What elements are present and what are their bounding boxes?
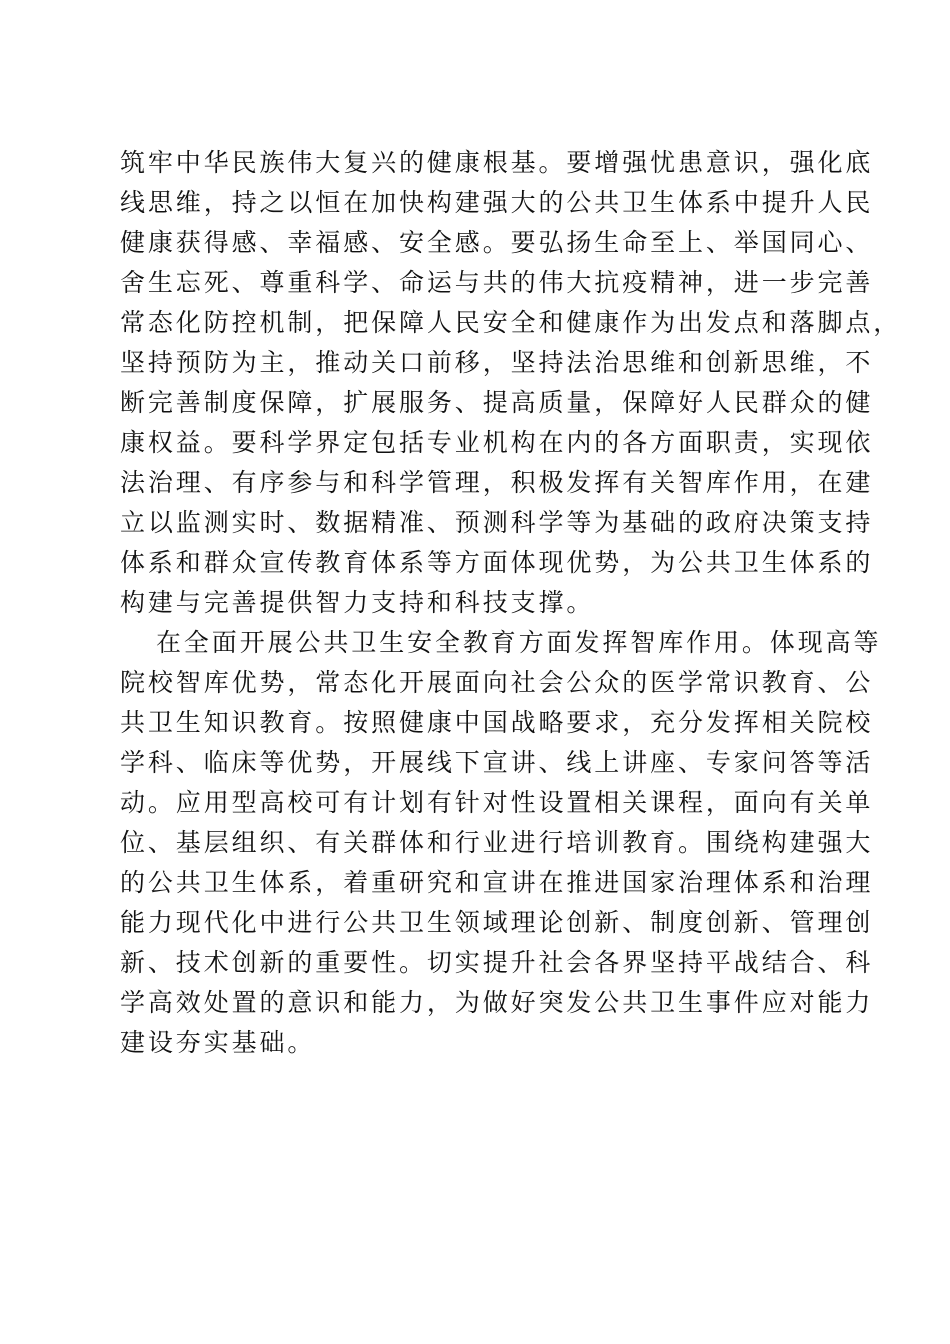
paragraph-line: 院校智库优势，常态化开展面向社会公众的医学常识教育、公 — [120, 668, 874, 697]
paragraph-line: 筑牢中华民族伟大复兴的健康根基。要增强忧患意识，强化底 — [120, 148, 874, 177]
paragraph-line: 体系和群众宣传教育体系等方面体现优势，为公共卫生体系的 — [120, 548, 874, 577]
paragraph-line: 能力现代化中进行公共卫生领域理论创新、制度创新、管理创 — [120, 908, 874, 937]
paragraph-line: 位、基层组织、有关群体和行业进行培训教育。围绕构建强大 — [120, 828, 874, 857]
paragraph-line: 在全面开展公共卫生安全教育方面发挥智库作用。体现高等 — [156, 628, 882, 657]
paragraph-line: 康权益。要科学界定包括专业机构在内的各方面职责，实现依 — [120, 428, 874, 457]
paragraph-line: 构建与完善提供智力支持和科技支撑。 — [120, 588, 595, 617]
paragraph-line: 坚持预防为主，推动关口前移，坚持法治思维和创新思维，不 — [120, 348, 874, 377]
paragraph-line: 舍生忘死、尊重科学、命运与共的伟大抗疫精神，进一步完善 — [120, 268, 874, 297]
paragraph-line: 建设夯实基础。 — [120, 1028, 316, 1057]
paragraph-line: 学高效处置的意识和能力，为做好突发公共卫生事件应对能力 — [120, 988, 874, 1017]
paragraph-line: 常态化防控机制，把保障人民安全和健康作为出发点和落脚点， — [120, 308, 902, 337]
paragraph-line: 共卫生知识教育。按照健康中国战略要求，充分发挥相关院校 — [120, 708, 874, 737]
paragraph-line: 新、技术创新的重要性。切实提升社会各界坚持平战结合、科 — [120, 948, 874, 977]
paragraph-line: 法治理、有序参与和科学管理，积极发挥有关智库作用，在建 — [120, 468, 874, 497]
paragraph-line: 学科、临床等优势，开展线下宣讲、线上讲座、专家问答等活 — [120, 748, 874, 777]
paragraph-line: 线思维，持之以恒在加快构建强大的公共卫生体系中提升人民 — [120, 188, 874, 217]
paragraph-line: 健康获得感、幸福感、安全感。要弘扬生命至上、举国同心、 — [120, 228, 874, 257]
paragraph-line: 动。应用型高校可有计划有针对性设置相关课程，面向有关单 — [120, 788, 874, 817]
paragraph-line: 的公共卫生体系，着重研究和宣讲在推进国家治理体系和治理 — [120, 868, 874, 897]
paragraph-1 — [120, 143, 902, 623]
paragraph-2 — [120, 623, 882, 1063]
paragraph-line: 断完善制度保障，扩展服务、提高质量，保障好人民群众的健 — [120, 388, 874, 417]
paragraph-line: 立以监测实时、数据精准、预测科学等为基础的政府决策支持 — [120, 508, 874, 537]
